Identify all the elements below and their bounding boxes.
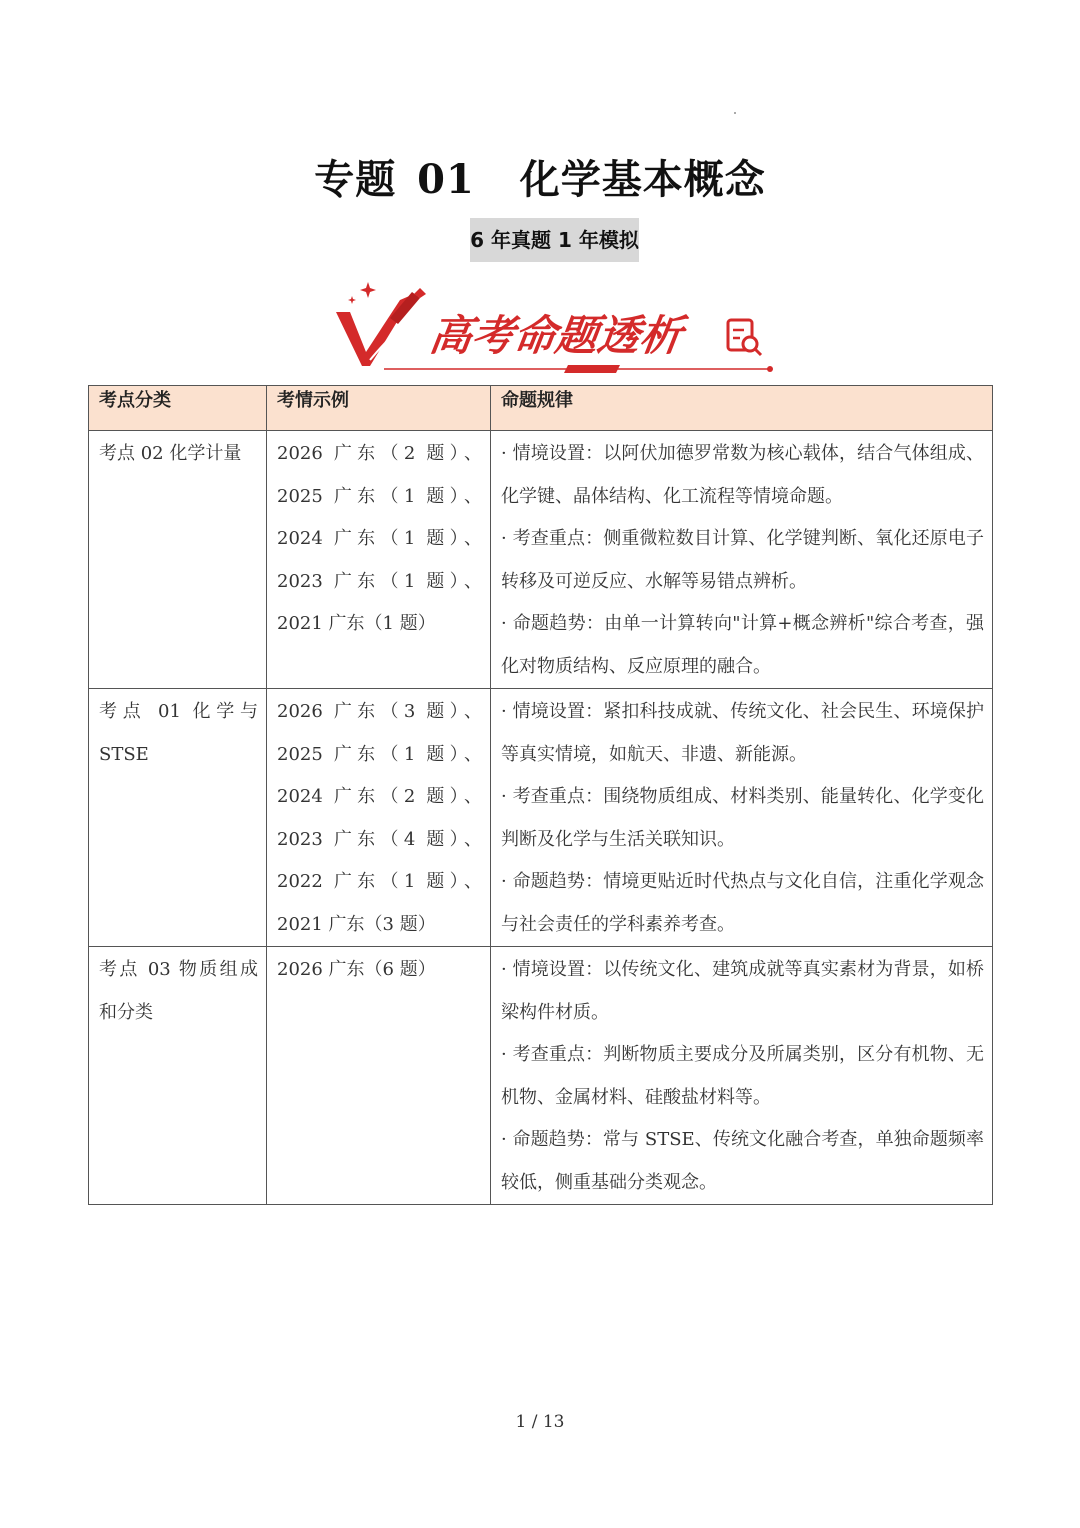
page-number: 1 / 13 bbox=[515, 1412, 565, 1432]
table-row bbox=[89, 431, 993, 689]
table-header-row bbox=[89, 386, 993, 431]
rule-item: · 考查重点：围绕物质组成、材料类别、能量转化、化学变化判断及化学与生活关联知识。 bbox=[501, 786, 984, 850]
category-cell: 考点 02 化学计量 bbox=[89, 431, 267, 689]
pen-icon bbox=[390, 292, 420, 324]
rule-item: · 命题趋势：由单一计算转向"计算+概念辨析"综合考查，强化对物质结构、反应原理的融合。 bbox=[501, 613, 984, 677]
sparkle-small-icon bbox=[348, 296, 356, 304]
rule-item: · 情境设置：以传统文化、建筑成就等真实素材为背景，如桥梁构件材质。 bbox=[501, 959, 984, 1023]
header-rules: 命题规律 bbox=[491, 386, 993, 431]
banner-text: 高考命题透析 bbox=[426, 311, 686, 360]
rule-item: · 考查重点：判断物质主要成分及所属类别，区分有机物、无机物、金属材料、硅酸盐材料等。 bbox=[501, 1044, 984, 1108]
page-title bbox=[0, 148, 1080, 205]
rule-item: · 情境设置：以阿伏加德罗常数为核心载体，结合气体组成、化学键、晶体结构、化工流程等情境命题。 bbox=[501, 443, 984, 507]
sparkle-icon bbox=[360, 282, 376, 298]
examples-cell: 2026 广东（6 题） bbox=[267, 947, 491, 1205]
examples-cell: 2026 广东（2 题）、2025 广东（1 题）、2024 广东（1 题）、2023 广东（1 题）、2021 广东（1 题） bbox=[267, 431, 491, 689]
title-prefix: 专题 bbox=[314, 157, 397, 203]
rules-cell bbox=[491, 431, 993, 689]
rule-item: · 考查重点：侧重微粒数目计算、化学键判断、氧化还原电子转移及可逆反应、水解等易错点辨析。 bbox=[501, 528, 984, 592]
section-banner bbox=[330, 278, 780, 378]
rules-cell bbox=[491, 689, 993, 947]
header-examples: 考情示例 bbox=[267, 386, 491, 431]
table-row bbox=[89, 947, 993, 1205]
exam-analysis-table bbox=[88, 385, 993, 1205]
header-category: 考点分类 bbox=[89, 386, 267, 431]
rules-cell bbox=[491, 947, 993, 1205]
examples-cell: 2026 广东（3 题）、2025 广东（1 题）、2024 广东（2 题）、2023 广东（4 题）、2022 广东（1 题）、2021 广东（3 题） bbox=[267, 689, 491, 947]
title-number: 01 bbox=[417, 156, 475, 203]
category-cell: 考点 03 物质组成和分类 bbox=[89, 947, 267, 1205]
stray-dot bbox=[734, 112, 736, 114]
rule-item: · 情境设置：紧扣科技成就、传统文化、社会民生、环境保护等真实情境，如航天、非遗、新能源。 bbox=[501, 701, 984, 765]
table-row bbox=[89, 689, 993, 947]
rule-item: · 命题趋势：常与 STSE、传统文化融合考查，单独命题频率较低，侧重基础分类观念。 bbox=[501, 1129, 984, 1193]
rule-item: · 命题趋势：情境更贴近时代热点与文化自信，注重化学观念与社会责任的学科素养考查。 bbox=[501, 871, 984, 935]
category-cell: 考点 01 化学与 STSE bbox=[89, 689, 267, 947]
magnifier-doc-icon bbox=[728, 320, 761, 355]
subtitle-badge: 6 年真题 1 年模拟 bbox=[470, 218, 639, 262]
title-main: 化学基本概念 bbox=[519, 157, 766, 203]
banner-graphic bbox=[330, 278, 780, 378]
